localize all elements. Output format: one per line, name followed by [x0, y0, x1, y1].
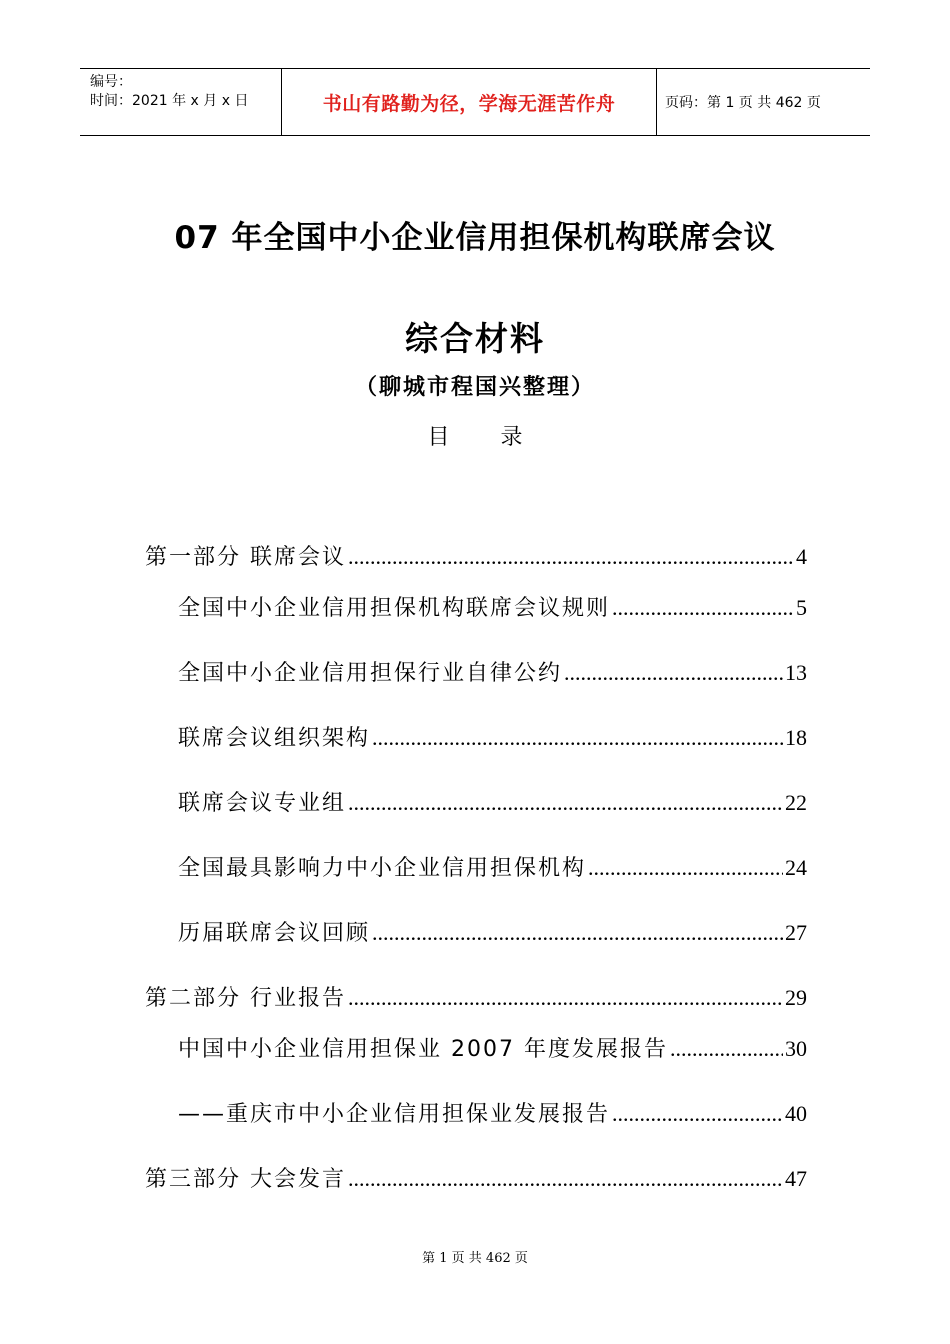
toc-entry-page: 27	[785, 920, 807, 945]
toc-entry[interactable]	[178, 1033, 807, 1065]
toc-entry-page: 13	[785, 660, 807, 685]
toc-leader-dots	[564, 657, 783, 690]
toc-leader-dots	[348, 787, 783, 820]
document-subtitle: （聊城市程国兴整理）	[354, 375, 595, 400]
toc-entry[interactable]	[178, 1098, 807, 1130]
document-title-line2: 综合材料	[405, 319, 545, 358]
toc-entry-label: 第三部分 大会发言	[145, 1167, 346, 1192]
toc-entry-page: 47	[785, 1166, 807, 1191]
toc-entry[interactable]	[178, 787, 807, 819]
toc-entry-page: 24	[785, 855, 807, 880]
toc-entry[interactable]	[178, 722, 807, 754]
toc-leader-dots	[348, 982, 783, 1015]
toc-entry-label: 联席会议组织架构	[178, 726, 371, 751]
toc-entry-page: 18	[785, 725, 807, 750]
document-title: 07 年全国中小企业信用担保机构联席会议	[174, 220, 776, 256]
toc-heading: 目 录	[427, 425, 523, 450]
header-motto: 书山有路勤为径，学海无涯苦作舟	[281, 69, 657, 135]
toc-entry-label: 历届联席会议回顾	[178, 921, 371, 946]
toc-entry-label: 联席会议专业组	[178, 791, 347, 816]
document-header	[80, 68, 870, 136]
toc-entry-label: 第一部分 联席会议	[145, 545, 346, 570]
toc-entry-page: 30	[785, 1036, 807, 1061]
header-meta	[80, 69, 281, 135]
toc-entry-page: 40	[785, 1101, 807, 1126]
toc-leader-dots	[372, 722, 783, 755]
toc-leader-dots	[612, 592, 794, 625]
toc-entry-label: ——重庆市中小企业信用担保业发展报告	[178, 1102, 611, 1127]
toc-entry-label: 全国中小企业信用担保机构联席会议规则	[178, 596, 611, 621]
toc-entry-page: 4	[796, 544, 807, 569]
toc-leader-dots	[612, 1098, 783, 1131]
toc-entry-label: 全国中小企业信用担保行业自律公约	[178, 661, 563, 686]
toc-entry-label: 全国最具影响力中小企业信用担保机构	[178, 856, 587, 881]
toc-entry-page: 22	[785, 790, 807, 815]
toc-entry[interactable]	[145, 1163, 807, 1195]
toc-leader-dots	[670, 1033, 783, 1066]
header-page-info: 页码：第 1 页 共 462 页	[665, 95, 821, 111]
toc-entry[interactable]	[178, 657, 807, 689]
document-number-label: 编号：	[90, 74, 132, 90]
toc-entry-label: 第二部分 行业报告	[145, 986, 346, 1011]
page-footer: 第 1 页 共 462 页	[422, 1251, 528, 1266]
toc-entry-label: 中国中小企业信用担保业 2007 年度发展报告	[178, 1037, 668, 1062]
toc-leader-dots	[348, 541, 794, 574]
toc-leader-dots	[348, 1163, 783, 1196]
toc-entry[interactable]	[178, 917, 807, 949]
document-time: 时间：2021 年 x 月 x 日	[90, 93, 249, 109]
toc-entry[interactable]	[145, 541, 807, 573]
toc-entry-page: 5	[796, 595, 807, 620]
toc-entry-page: 29	[785, 985, 807, 1010]
toc-entry[interactable]	[145, 982, 807, 1014]
toc-leader-dots	[588, 852, 783, 885]
toc-entry[interactable]	[178, 592, 807, 624]
toc-leader-dots	[372, 917, 783, 950]
toc-entry[interactable]	[178, 852, 807, 884]
